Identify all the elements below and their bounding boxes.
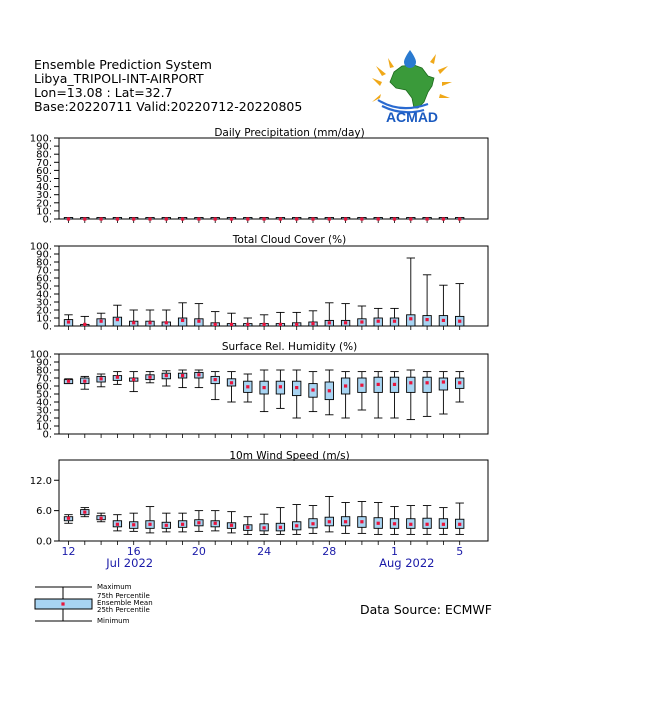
mean-marker <box>197 373 200 376</box>
box-day-25 <box>456 503 464 534</box>
box-day-13 <box>260 217 268 220</box>
mean-marker <box>116 523 119 526</box>
mean-marker <box>67 517 70 520</box>
station-coordinates: Lon=13.08 : Lat=32.7 <box>34 85 173 100</box>
mean-marker <box>279 217 282 220</box>
box-day-18 <box>341 372 349 418</box>
box-day-14 <box>276 370 284 408</box>
mean-marker <box>360 520 363 523</box>
box-day-19 <box>358 372 366 410</box>
mean-marker <box>214 323 217 326</box>
mean-marker <box>181 374 184 377</box>
box-day-15 <box>293 505 301 535</box>
mean-marker <box>181 523 184 526</box>
y-tick-label: 80. <box>36 365 52 377</box>
panel-frame <box>59 138 488 219</box>
box-day-1 <box>64 217 72 220</box>
mean-marker <box>67 380 70 383</box>
mean-marker <box>442 380 445 383</box>
box-day-13 <box>260 315 268 326</box>
box-day-18 <box>341 217 349 220</box>
mean-marker <box>279 385 282 388</box>
y-tick-label: 12.0 <box>29 475 52 487</box>
mean-marker <box>263 217 266 220</box>
panel-3 <box>30 341 488 441</box>
box-day-24 <box>439 372 447 414</box>
box-day-25 <box>456 372 464 402</box>
box-day-19 <box>358 217 366 220</box>
mean-marker <box>214 217 217 220</box>
mean-marker <box>67 320 70 323</box>
mean-marker <box>148 217 151 220</box>
box-day-5 <box>130 372 138 392</box>
mean-marker <box>360 384 363 387</box>
box-day-25 <box>456 284 464 326</box>
mean-marker <box>214 522 217 525</box>
mean-marker <box>116 376 119 379</box>
box-day-17 <box>325 303 333 326</box>
box-day-2 <box>81 217 89 220</box>
box-day-14 <box>276 312 284 326</box>
y-tick-label: 20. <box>36 198 52 210</box>
panel-frame <box>59 354 488 434</box>
box-day-22 <box>407 217 415 220</box>
y-tick-label: 70. <box>36 157 52 169</box>
box-day-10 <box>211 372 219 400</box>
box-day-12 <box>244 374 252 402</box>
logo-text: ACMAD <box>385 109 439 125</box>
box-day-3 <box>97 313 105 326</box>
box-day-11 <box>227 372 235 402</box>
mean-marker <box>311 217 314 220</box>
mean-marker <box>100 217 103 220</box>
panel-1 <box>30 127 488 226</box>
box-day-3 <box>97 374 105 387</box>
mean-marker <box>295 386 298 389</box>
box-day-21 <box>390 217 398 220</box>
box-day-21 <box>390 507 398 535</box>
box-day-12 <box>244 517 252 535</box>
box-day-18 <box>341 304 349 326</box>
mean-marker <box>377 217 380 220</box>
base-valid-dates: Base:20220711 Valid:20220712-20220805 <box>34 99 303 114</box>
box-day-20 <box>374 372 382 418</box>
box-day-6 <box>146 310 154 326</box>
box-day-2 <box>81 508 89 517</box>
mean-marker <box>132 321 135 324</box>
mean-marker <box>295 323 298 326</box>
y-tick-label: 20. <box>36 305 52 317</box>
mean-marker <box>148 376 151 379</box>
box-day-9 <box>195 370 203 388</box>
legend <box>35 583 153 625</box>
box-day-2 <box>81 316 89 326</box>
box-day-17 <box>325 217 333 220</box>
mean-marker <box>377 522 380 525</box>
box-day-23 <box>423 506 431 535</box>
mean-marker <box>246 217 249 220</box>
station-name: Libya_TRIPOLI-INT-AIRPORT <box>34 71 204 86</box>
box-day-10 <box>211 217 219 220</box>
y-tick-label: 70. <box>36 265 52 277</box>
box-day-23 <box>423 217 431 220</box>
mean-marker <box>100 377 103 380</box>
box-day-17 <box>325 370 333 415</box>
mean-marker <box>230 217 233 220</box>
x-day-label: 1 <box>391 545 398 558</box>
box-day-18 <box>341 503 349 534</box>
box-day-23 <box>423 372 431 417</box>
mean-marker <box>165 374 168 377</box>
box-day-6 <box>146 507 154 533</box>
box-day-16 <box>309 311 317 326</box>
box-day-23 <box>423 275 431 326</box>
mean-marker <box>100 320 103 323</box>
mean-marker <box>214 378 217 381</box>
mean-marker <box>409 523 412 526</box>
mean-marker <box>311 322 314 325</box>
box-day-12 <box>244 217 252 220</box>
x-month-label: Aug 2022 <box>379 556 435 570</box>
mean-marker <box>393 522 396 525</box>
box-day-19 <box>358 306 366 326</box>
panel-title: Surface Rel. Humidity (%) <box>221 341 358 353</box>
mean-marker <box>181 319 184 322</box>
box-day-10 <box>211 511 219 531</box>
mean-marker <box>311 522 314 525</box>
mean-marker <box>458 217 461 220</box>
mean-marker <box>458 320 461 323</box>
box-day-25 <box>456 217 464 220</box>
box-day-7 <box>162 217 170 220</box>
panel-title: Daily Precipitation (mm/day) <box>214 127 365 139</box>
mean-marker <box>328 321 331 324</box>
box-day-3 <box>97 513 105 522</box>
box-day-20 <box>374 503 382 535</box>
y-tick-label: 0.0 <box>36 536 52 548</box>
y-tick-label: 6.0 <box>36 506 52 518</box>
y-tick-label: 30. <box>36 297 52 309</box>
box-day-6 <box>146 217 154 220</box>
box-day-15 <box>293 217 301 220</box>
mean-marker <box>132 378 135 381</box>
y-tick-label: 10. <box>36 313 52 325</box>
mean-marker <box>230 524 233 527</box>
y-tick-label: 100. <box>29 241 52 253</box>
y-tick-label: 80. <box>36 257 52 269</box>
box-day-22 <box>407 506 415 535</box>
mean-marker <box>246 526 249 529</box>
y-tick-label: 10. <box>36 206 52 218</box>
mean-marker <box>393 217 396 220</box>
y-tick-label: 60. <box>36 381 52 393</box>
box-day-3 <box>97 217 105 220</box>
mean-marker <box>458 381 461 384</box>
box-day-11 <box>227 313 235 326</box>
box-day-1 <box>64 379 72 384</box>
legend-label: Minimum <box>97 617 130 625</box>
box-day-22 <box>407 370 415 420</box>
mean-marker <box>344 384 347 387</box>
box-day-17 <box>325 496 333 531</box>
box-day-10 <box>211 312 219 326</box>
mean-marker <box>197 217 200 220</box>
y-tick-label: 90. <box>36 249 52 261</box>
box-day-7 <box>162 371 170 386</box>
box-day-11 <box>227 217 235 220</box>
box-day-9 <box>195 304 203 326</box>
box-day-1 <box>64 515 72 524</box>
mean-marker <box>377 320 380 323</box>
box-day-13 <box>260 514 268 534</box>
mean-marker <box>279 323 282 326</box>
mean-marker <box>426 318 429 321</box>
mean-marker <box>442 523 445 526</box>
mean-marker <box>165 524 168 527</box>
box-day-14 <box>276 508 284 535</box>
mean-marker <box>83 217 86 220</box>
x-day-label: 20 <box>191 545 206 558</box>
y-tick-label: 0. <box>42 321 52 333</box>
box-day-1 <box>64 315 72 326</box>
box-day-21 <box>390 308 398 326</box>
legend-label: 25th Percentile <box>97 606 150 614</box>
mean-marker <box>344 321 347 324</box>
box-day-24 <box>439 285 447 326</box>
legend-label: 75th Percentile <box>97 592 150 600</box>
box-day-8 <box>178 217 186 220</box>
box-day-15 <box>293 370 301 418</box>
box-day-16 <box>309 217 317 220</box>
box-day-8 <box>178 370 186 388</box>
mean-marker <box>393 383 396 386</box>
box-day-4 <box>113 372 121 385</box>
box-day-14 <box>276 217 284 220</box>
box-day-24 <box>439 508 447 535</box>
y-tick-label: 50. <box>36 174 52 185</box>
mean-marker <box>360 320 363 323</box>
mean-marker <box>230 381 233 384</box>
y-tick-label: 100. <box>29 349 52 361</box>
box-day-5 <box>130 217 138 220</box>
box-day-21 <box>390 372 398 418</box>
panel-title: 10m Wind Speed (m/s) <box>229 450 350 462</box>
y-tick-label: 80. <box>36 149 52 161</box>
x-day-label: 28 <box>322 545 337 558</box>
y-tick-label: 60. <box>36 165 52 177</box>
mean-marker <box>426 523 429 526</box>
mean-marker <box>181 217 184 220</box>
box-day-4 <box>113 217 121 220</box>
y-tick-label: 100. <box>29 133 52 145</box>
iqr-box <box>407 377 415 392</box>
y-tick-label: 40. <box>36 397 52 409</box>
box-day-4 <box>113 515 121 531</box>
box-day-11 <box>227 512 235 533</box>
mean-marker <box>409 317 412 320</box>
mean-marker <box>132 523 135 526</box>
x-month-label: Jul 2022 <box>106 556 154 570</box>
y-tick-label: 40. <box>36 182 52 194</box>
legend-label: Ensemble Mean <box>97 599 153 607</box>
data-source-label: Data Source: ECMWF <box>360 602 492 617</box>
mean-marker <box>246 323 249 326</box>
y-tick-label: 50. <box>36 389 52 401</box>
box-day-20 <box>374 308 382 326</box>
box-day-8 <box>178 303 186 326</box>
mean-marker <box>295 217 298 220</box>
box-day-7 <box>162 513 170 532</box>
y-tick-label: 90. <box>36 141 52 153</box>
x-day-label: 16 <box>126 545 141 558</box>
y-tick-label: 30. <box>36 405 52 417</box>
iqr-box <box>439 378 447 390</box>
mean-marker <box>426 381 429 384</box>
box-day-8 <box>178 513 186 532</box>
mean-marker <box>116 318 119 321</box>
panel-4 <box>30 450 488 548</box>
mean-marker <box>263 386 266 389</box>
y-tick-label: 20. <box>36 413 52 425</box>
y-tick-label: 60. <box>36 273 52 285</box>
mean-marker <box>409 381 412 384</box>
mean-marker <box>246 385 249 388</box>
panel-frame <box>59 460 488 541</box>
mean-marker <box>197 320 200 323</box>
mean-marker <box>148 523 151 526</box>
mean-marker <box>116 217 119 220</box>
mean-marker <box>100 517 103 520</box>
mean-marker <box>311 388 314 391</box>
mean-marker <box>377 383 380 386</box>
iqr-box <box>423 377 431 392</box>
box-day-7 <box>162 310 170 326</box>
box-day-6 <box>146 372 154 383</box>
mean-marker <box>328 217 331 220</box>
mean-marker <box>426 217 429 220</box>
box-day-5 <box>130 310 138 326</box>
mean-marker <box>230 323 233 326</box>
mean-marker <box>393 320 396 323</box>
mean-marker <box>295 524 298 527</box>
mean-marker <box>83 380 86 383</box>
mean-marker <box>344 520 347 523</box>
box-day-9 <box>195 217 203 220</box>
box-day-19 <box>358 502 366 534</box>
panel-frame <box>59 246 488 326</box>
mean-marker <box>263 323 266 326</box>
mean-marker <box>409 217 412 220</box>
mean-marker <box>148 321 151 324</box>
x-day-label: 24 <box>257 545 272 558</box>
mean-marker <box>344 217 347 220</box>
y-tick-label: 40. <box>36 289 52 301</box>
mean-marker <box>328 389 331 392</box>
y-tick-label: 10. <box>36 421 52 433</box>
box-day-12 <box>244 318 252 326</box>
box-day-5 <box>130 513 138 531</box>
x-day-label: 5 <box>456 545 464 558</box>
mean-marker <box>458 523 461 526</box>
y-tick-label: 50. <box>36 281 52 293</box>
box-day-16 <box>309 506 317 534</box>
y-tick-label: 0. <box>42 429 52 441</box>
legend-mean-marker <box>61 602 64 605</box>
mean-marker <box>197 521 200 524</box>
mean-marker <box>83 511 86 514</box>
box-day-24 <box>439 217 447 220</box>
y-tick-label: 0. <box>42 214 52 226</box>
box-day-16 <box>309 372 317 412</box>
mean-marker <box>328 520 331 523</box>
box-day-20 <box>374 217 382 220</box>
mean-marker <box>165 217 168 220</box>
mean-marker <box>360 217 363 220</box>
box-day-2 <box>81 376 89 389</box>
box-day-4 <box>113 305 121 326</box>
mean-marker <box>83 323 86 326</box>
panel-2 <box>30 234 488 333</box>
system-title: Ensemble Prediction System <box>34 57 212 72</box>
mean-marker <box>263 526 266 529</box>
y-tick-label: 30. <box>36 190 52 202</box>
box-day-13 <box>260 370 268 412</box>
mean-marker <box>132 217 135 220</box>
mean-marker <box>67 217 70 220</box>
y-tick-label: 90. <box>36 357 52 369</box>
box-day-22 <box>407 258 415 326</box>
mean-marker <box>442 319 445 322</box>
y-tick-label: 70. <box>36 373 52 385</box>
mean-marker <box>165 321 168 324</box>
mean-marker <box>279 526 282 529</box>
box-day-15 <box>293 312 301 326</box>
box-day-9 <box>195 511 203 532</box>
x-day-label: 12 <box>61 545 76 558</box>
mean-marker <box>442 217 445 220</box>
legend-label: Maximum <box>97 583 132 591</box>
panel-title: Total Cloud Cover (%) <box>232 234 347 246</box>
